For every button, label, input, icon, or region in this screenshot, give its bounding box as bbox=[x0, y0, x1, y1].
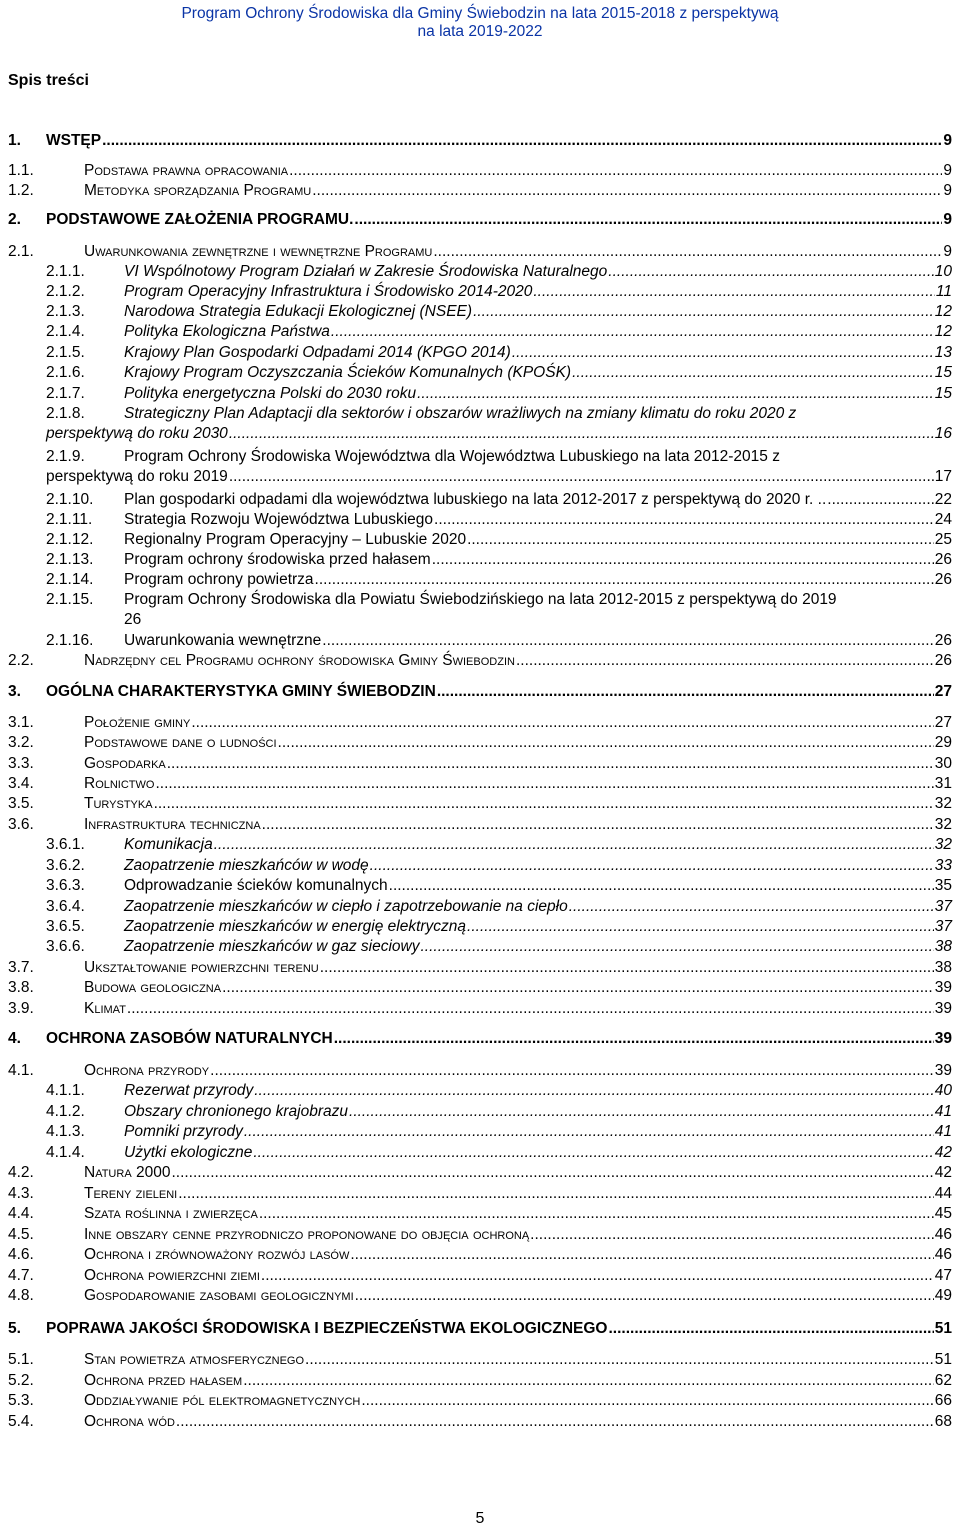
toc-entry-page: 49 bbox=[934, 1287, 952, 1304]
toc-entry-page: 51 bbox=[934, 1320, 952, 1337]
toc-entry-number: 2.1. bbox=[8, 243, 34, 260]
toc-entry-title: Ochrona wód bbox=[84, 1413, 175, 1430]
toc-entry-title: Uwarunkowania zewnętrzne i wewnętrzne Programu bbox=[84, 243, 433, 260]
toc-entry-number: 3.9. bbox=[8, 1000, 34, 1017]
header-line-2: na lata 2019-2022 bbox=[417, 23, 543, 40]
toc-entry-page: 47 bbox=[934, 1267, 952, 1284]
toc-entry-number: 2.1.4. bbox=[46, 323, 85, 340]
toc-entry-title: Gospodarowanie zasobami geologicznymi bbox=[84, 1287, 354, 1304]
toc-entry-number: 4.8. bbox=[8, 1287, 34, 1304]
toc-entry-title: Rezerwat przyrody bbox=[124, 1082, 254, 1099]
toc-entry-number: 5. bbox=[8, 1320, 21, 1337]
toc-entry-number: 3.7. bbox=[8, 959, 34, 976]
toc-entry[interactable] bbox=[46, 262, 952, 282]
toc-dot-leader bbox=[154, 794, 934, 814]
toc-entry-page: 9 bbox=[943, 182, 952, 199]
toc-entry-page: 9 bbox=[943, 211, 952, 228]
toc-entry[interactable] bbox=[46, 1122, 952, 1142]
toc-entry[interactable] bbox=[46, 1081, 952, 1101]
toc-entry-number: 3.6.6. bbox=[46, 938, 85, 955]
toc-entry-title: Klimat bbox=[84, 1000, 126, 1017]
toc-dot-leader bbox=[608, 262, 933, 282]
toc-entry[interactable] bbox=[46, 856, 952, 876]
toc-dot-leader bbox=[305, 1350, 934, 1370]
toc-dot-leader bbox=[361, 1391, 933, 1411]
toc-entry-page: 15 bbox=[934, 364, 952, 381]
toc-dot-leader bbox=[516, 651, 934, 671]
toc-entry-page: 39 bbox=[934, 1030, 952, 1047]
toc-entry-title: Program ochrony powietrza bbox=[124, 571, 314, 588]
toc-entry-title: Krajowy Program Oczyszczania Ścieków Komunalnych (KPOŚK) bbox=[124, 364, 572, 381]
toc-entry[interactable] bbox=[8, 1286, 952, 1306]
toc-entry-number: 4.3. bbox=[8, 1185, 34, 1202]
toc-entry-title: Gospodarka bbox=[84, 755, 166, 772]
toc-entry[interactable] bbox=[8, 131, 952, 151]
toc-entry-title: Polityka energetyczna Polski do 2030 roku bbox=[124, 385, 417, 402]
toc-entry-number: 2.2. bbox=[8, 652, 34, 669]
toc-entry[interactable] bbox=[8, 1184, 952, 1204]
toc-entry-number: 5.4. bbox=[8, 1413, 34, 1430]
toc-entry-title: Krajowy Plan Gospodarki Odpadami 2014 (KPGO 2014) bbox=[124, 344, 511, 361]
toc-entry[interactable] bbox=[8, 733, 952, 753]
toc-entry-title: Inne obszary cenne przyrodniczo proponowane do objęcia ochroną bbox=[84, 1226, 530, 1243]
toc-entry-page: 66 bbox=[934, 1392, 952, 1409]
toc-entry-page: 37 bbox=[934, 898, 952, 915]
toc-entry-title: Zaopatrzenie mieszkańców w ciepło i zapotrzebowanie na ciepło bbox=[124, 898, 568, 915]
toc-dot-leader bbox=[572, 363, 934, 383]
toc-entry-number: 4.1.2. bbox=[46, 1103, 85, 1120]
toc-entry[interactable] bbox=[8, 1204, 952, 1224]
toc-dot-leader bbox=[278, 733, 934, 753]
toc-entry-page: 10 bbox=[934, 263, 952, 280]
toc-dot-leader bbox=[243, 1371, 934, 1391]
toc-entry-number: 5.1. bbox=[8, 1351, 34, 1368]
toc-entry-title: Ochrona przyrody bbox=[84, 1062, 210, 1079]
toc-entry-title: Komunikacja bbox=[124, 836, 213, 853]
toc-entry-page: 68 bbox=[934, 1413, 952, 1430]
toc-entry[interactable] bbox=[46, 631, 952, 651]
toc-entry[interactable] bbox=[8, 774, 952, 794]
toc-entry-page: 13 bbox=[934, 344, 952, 361]
toc-entry-title: Podstawa prawna opracowania bbox=[84, 162, 289, 179]
toc-dot-leader bbox=[433, 242, 942, 262]
toc-entry-number: 1.2. bbox=[8, 182, 34, 199]
toc-entry[interactable] bbox=[46, 937, 952, 957]
toc-entry[interactable] bbox=[46, 530, 952, 550]
toc-entry-title: Program Ochrony Środowiska dla Powiatu Świebodzińskiego na lata 2012-2015 z perspektywą do 2019 bbox=[124, 591, 837, 608]
toc-entry[interactable] bbox=[46, 876, 952, 896]
toc-dot-leader bbox=[229, 424, 934, 444]
header-line-1: Program Ochrony Środowiska dla Gminy Świebodzin na lata 2015-2018 z perspektywą bbox=[181, 5, 779, 22]
toc-entry-page: 12 bbox=[934, 323, 952, 340]
toc-entry-number: 3.6.4. bbox=[46, 898, 85, 915]
toc-entry[interactable] bbox=[46, 835, 952, 855]
toc-entry[interactable] bbox=[8, 1350, 952, 1370]
toc-dot-leader bbox=[244, 1122, 934, 1142]
toc-entry[interactable] bbox=[46, 343, 952, 363]
toc-entry-number: 2.1.3. bbox=[46, 303, 85, 320]
toc-dot-leader bbox=[214, 835, 934, 855]
toc-entry[interactable] bbox=[8, 651, 952, 671]
toc-dot-leader bbox=[350, 1245, 933, 1265]
toc-entry-title: Plan gospodarki odpadami dla województwa lubuskiego na lata 2012-2017 z perspektywą do 2020 r. .. bbox=[124, 491, 827, 508]
toc-dot-leader bbox=[289, 161, 942, 181]
toc-entry[interactable] bbox=[8, 161, 952, 181]
toc-dot-leader bbox=[322, 631, 933, 651]
toc-entry-number: 1. bbox=[8, 132, 21, 149]
toc-entry[interactable] bbox=[46, 897, 952, 917]
toc-entry[interactable] bbox=[8, 1245, 952, 1265]
toc-entry[interactable] bbox=[46, 384, 952, 404]
toc-entry-title: Program ochrony środowiska przed hałasem bbox=[124, 551, 431, 568]
toc-entry-page: 40 bbox=[934, 1082, 952, 1099]
toc-entry[interactable] bbox=[46, 322, 952, 342]
toc-dot-leader bbox=[370, 856, 934, 876]
toc-entry-number: 2.1.1. bbox=[46, 263, 85, 280]
toc-entry[interactable] bbox=[8, 1319, 952, 1339]
toc-entry-page: 24 bbox=[934, 511, 952, 528]
toc-entry-page: 39 bbox=[934, 1062, 952, 1079]
toc-entry[interactable] bbox=[46, 590, 952, 630]
toc-entry[interactable] bbox=[8, 1391, 952, 1411]
toc-entry-number: 4.5. bbox=[8, 1226, 34, 1243]
toc-entry[interactable] bbox=[8, 682, 952, 702]
toc-entry[interactable] bbox=[8, 999, 952, 1019]
toc-entry-number: 2. bbox=[8, 211, 21, 228]
toc-entry[interactable] bbox=[8, 1163, 952, 1183]
toc-entry-title: Szata roślinna i zwierzęca bbox=[84, 1205, 258, 1222]
toc-entry[interactable] bbox=[46, 490, 952, 510]
toc-dot-leader bbox=[608, 1319, 933, 1339]
toc-entry-page: 31 bbox=[934, 775, 952, 792]
toc-entry[interactable] bbox=[8, 978, 952, 998]
toc-entry-title: Ukształtowanie powierzchni terenu bbox=[84, 959, 319, 976]
toc-entry[interactable] bbox=[46, 363, 952, 383]
toc-entry[interactable] bbox=[8, 242, 952, 262]
toc-entry-title: Zaopatrzenie mieszkańców w energię elektryczną bbox=[124, 918, 467, 935]
toc-entry-number: 3.4. bbox=[8, 775, 34, 792]
toc-entry-number: 4.1.3. bbox=[46, 1123, 85, 1140]
toc-entry-page: 12 bbox=[934, 303, 952, 320]
toc-entry-title: Strategiczny Plan Adaptacji dla sektorów i obszarów wrażliwych na zmiany klimatu do roku 2020 z bbox=[124, 405, 797, 422]
toc-dot-leader bbox=[229, 467, 934, 487]
toc-entry-page: 39 bbox=[934, 979, 952, 996]
toc-dot-leader bbox=[467, 917, 934, 937]
toc-entry-page: 27 bbox=[934, 683, 952, 700]
toc-dot-leader bbox=[434, 510, 934, 530]
toc-dot-leader bbox=[254, 1081, 934, 1101]
toc-entry-page: 26 bbox=[934, 571, 952, 588]
toc-entry-number: 3.2. bbox=[8, 734, 34, 751]
toc-entry-title: PODSTAWOWE ZAŁOŻENIA PROGRAMU. bbox=[46, 211, 354, 228]
toc-entry[interactable] bbox=[46, 550, 952, 570]
toc-dot-leader bbox=[473, 302, 934, 322]
toc-entry-page: 29 bbox=[934, 734, 952, 751]
toc-entry-title: Narodowa Strategia Edukacji Ekologicznej (NSEE) bbox=[124, 303, 473, 320]
toc-dot-leader bbox=[312, 181, 942, 201]
toc-entry[interactable] bbox=[8, 713, 952, 733]
toc-dot-leader bbox=[530, 1225, 934, 1245]
toc-entry-title: Natura 2000 bbox=[84, 1164, 171, 1181]
toc-entry-title: Nadrzędny cel Programu ochrony środowiska Gminy Świebodzin bbox=[84, 652, 515, 669]
toc-entry-number: 3.8. bbox=[8, 979, 34, 996]
toc-dot-leader bbox=[467, 530, 934, 550]
toc-entry[interactable] bbox=[46, 1102, 952, 1122]
toc-entry-page: 26 bbox=[934, 632, 952, 649]
toc-dot-leader bbox=[102, 131, 942, 151]
toc-entry[interactable] bbox=[8, 1029, 952, 1049]
toc-entry-number: 4.2. bbox=[8, 1164, 34, 1181]
toc-dot-leader bbox=[320, 958, 934, 978]
toc-entry-number: 1.1. bbox=[8, 162, 34, 179]
toc-entry-page: 32 bbox=[934, 836, 952, 853]
toc-entry-title: OGÓLNA CHARAKTERYSTYKA GMINY ŚWIEBODZIN bbox=[46, 683, 436, 700]
toc-entry-title: Pomniki przyrody bbox=[124, 1123, 243, 1140]
toc-entry-page: 26 bbox=[934, 652, 952, 669]
toc-entry-page: 37 bbox=[934, 918, 952, 935]
toc-entry-number: 4.1. bbox=[8, 1062, 34, 1079]
toc-entry-page: 42 bbox=[934, 1164, 952, 1181]
toc-entry-page: 46 bbox=[934, 1226, 952, 1243]
toc-entry-title: Użytki ekologiczne bbox=[124, 1144, 253, 1161]
toc-entry-title-continued: perspektywą do roku 2030 bbox=[46, 425, 228, 442]
toc-entry-title: Rolnictwo bbox=[84, 775, 155, 792]
document-header bbox=[0, 5, 960, 41]
toc-entry-number: 4.6. bbox=[8, 1246, 34, 1263]
toc-dot-leader bbox=[191, 713, 933, 733]
toc-entry[interactable] bbox=[46, 510, 952, 530]
toc-entry[interactable] bbox=[8, 1266, 952, 1286]
toc-dot-leader bbox=[533, 282, 935, 302]
toc-dot-leader bbox=[253, 1143, 933, 1163]
toc-entry-page: 26 bbox=[934, 551, 952, 568]
toc-entry-page: 25 bbox=[934, 531, 952, 548]
toc-entry-title: Polityka Ekologiczna Państwa bbox=[124, 323, 330, 340]
toc-entry-number: 2.1.6. bbox=[46, 364, 85, 381]
toc-entry-title: Ochrona powierzchni ziemi bbox=[84, 1267, 260, 1284]
toc-entry[interactable] bbox=[46, 404, 952, 444]
toc-entry-title: Regionalny Program Operacyjny – Lubuskie 2020 bbox=[124, 531, 467, 548]
toc-entry-title: WSTĘP bbox=[46, 132, 102, 149]
toc-entry-page: 9 bbox=[943, 243, 952, 260]
toc-entry-number: 3.3. bbox=[8, 755, 34, 772]
toc-entry-title: Program Operacyjny Infrastruktura i Środowisko 2014-2020 bbox=[124, 283, 533, 300]
toc-entry-number: 2.1.2. bbox=[46, 283, 85, 300]
toc-entry[interactable] bbox=[46, 917, 952, 937]
toc-entry-title: Stan powietrza atmosferycznego bbox=[84, 1351, 305, 1368]
toc-entry-number: 3.6.2. bbox=[46, 857, 85, 874]
toc-entry[interactable] bbox=[46, 447, 952, 487]
toc-entry-number: 3.6.3. bbox=[46, 877, 85, 894]
toc-entry-number: 3.6.1. bbox=[46, 836, 85, 853]
toc-entry[interactable] bbox=[8, 754, 952, 774]
toc-dot-leader bbox=[437, 682, 934, 702]
toc-entry-title: Położenie gminy bbox=[84, 714, 191, 731]
toc-dot-leader bbox=[417, 384, 934, 404]
toc-entry-page: 30 bbox=[934, 755, 952, 772]
toc-entry-page: 38 bbox=[934, 959, 952, 976]
toc-entry-number: 3. bbox=[8, 683, 21, 700]
toc-dot-leader bbox=[167, 754, 934, 774]
toc-entry[interactable] bbox=[8, 181, 952, 201]
toc-entry-number: 4.1.4. bbox=[46, 1144, 85, 1161]
toc-entry-number: 3.5. bbox=[8, 795, 34, 812]
toc-dot-leader bbox=[355, 1286, 934, 1306]
toc-dot-leader bbox=[331, 322, 934, 342]
toc-entry-page: 16 bbox=[934, 425, 952, 442]
toc-dot-leader bbox=[210, 1061, 934, 1081]
toc-entry-title: Uwarunkowania wewnętrzne bbox=[124, 632, 322, 649]
toc-entry-page: 38 bbox=[934, 938, 952, 955]
toc-dot-leader bbox=[262, 815, 934, 835]
toc-entry[interactable] bbox=[46, 570, 952, 590]
toc-entry-number: 2.1.5. bbox=[46, 344, 85, 361]
toc-entry-number: 3.6.5. bbox=[46, 918, 85, 935]
toc-dot-leader bbox=[420, 937, 933, 957]
toc-entry-number: 2.1.14. bbox=[46, 571, 94, 588]
toc-entry-number: 3.1. bbox=[8, 714, 34, 731]
toc-entry-page: 44 bbox=[934, 1185, 952, 1202]
toc-dot-leader bbox=[432, 550, 934, 570]
toc-entry[interactable] bbox=[8, 1412, 952, 1432]
toc-entry-page: 39 bbox=[934, 1000, 952, 1017]
toc-entry-number: 4.4. bbox=[8, 1205, 34, 1222]
toc-entry-title: Obszary chronionego krajobrazu bbox=[124, 1103, 349, 1120]
toc-entry[interactable] bbox=[46, 282, 952, 302]
toc-entry-page: 51 bbox=[934, 1351, 952, 1368]
toc-entry-page: 45 bbox=[934, 1205, 952, 1222]
toc-entry[interactable] bbox=[8, 958, 952, 978]
toc-dot-leader bbox=[315, 570, 934, 590]
toc-entry-title: Odprowadzanie ścieków komunalnych bbox=[124, 877, 388, 894]
toc-entry-page: 62 bbox=[934, 1372, 952, 1389]
toc-entry[interactable] bbox=[8, 1371, 952, 1391]
toc-entry[interactable] bbox=[46, 1143, 952, 1163]
toc-entry[interactable] bbox=[8, 794, 952, 814]
toc-dot-leader bbox=[155, 774, 933, 794]
toc-entry-title: VI Wspólnotowy Program Działań w Zakresie Środowiska Naturalnego bbox=[124, 263, 608, 280]
toc-entry-page: 9 bbox=[943, 162, 952, 179]
toc-dot-leader bbox=[334, 1029, 934, 1049]
toc-entry-number: 4.7. bbox=[8, 1267, 34, 1284]
toc-entry-page: 15 bbox=[934, 385, 952, 402]
toc-entry-title: Ochrona i zrównoważony rozwój lasów bbox=[84, 1246, 350, 1263]
toc-entry-number: 2.1.12. bbox=[46, 531, 94, 548]
toc-entry[interactable] bbox=[8, 210, 952, 230]
toc-entry-number: 2.1.9. bbox=[46, 448, 85, 465]
toc-entry-title-continued: 26 bbox=[124, 611, 142, 628]
toc-entry[interactable] bbox=[8, 815, 952, 835]
toc-dot-leader bbox=[261, 1266, 934, 1286]
toc-entry-number: 2.1.13. bbox=[46, 551, 94, 568]
toc-entry[interactable] bbox=[8, 1225, 952, 1245]
toc-dot-leader bbox=[389, 876, 934, 896]
toc-entry-number: 5.3. bbox=[8, 1392, 34, 1409]
toc-entry-title: Zaopatrzenie mieszkańców w wodę bbox=[124, 857, 369, 874]
toc-dot-leader bbox=[512, 343, 934, 363]
toc-entry-page: 42 bbox=[934, 1144, 952, 1161]
toc-entry-number: 4.1.1. bbox=[46, 1082, 85, 1099]
toc-dot-leader bbox=[354, 210, 942, 230]
toc-entry[interactable] bbox=[8, 1061, 952, 1081]
toc-dot-leader bbox=[178, 1184, 934, 1204]
toc-dot-leader bbox=[176, 1412, 934, 1432]
toc-entry-number: 2.1.11. bbox=[46, 511, 93, 528]
toc-entry-page: 9 bbox=[943, 132, 952, 149]
toc-entry-page: 41 bbox=[934, 1103, 952, 1120]
toc-entry-number: 5.2. bbox=[8, 1372, 34, 1389]
toc-entry-title: Budowa geologiczna bbox=[84, 979, 222, 996]
toc-entry-page: 41 bbox=[934, 1123, 952, 1140]
toc-entry[interactable] bbox=[46, 302, 952, 322]
toc-dot-leader bbox=[171, 1163, 933, 1183]
toc-entry-page: 27 bbox=[934, 714, 952, 731]
toc-dot-leader bbox=[259, 1204, 934, 1224]
toc-entry-title: Infrastruktura techniczna bbox=[84, 816, 261, 833]
toc-entry-number: 2.1.16. bbox=[46, 632, 94, 649]
toc-entry-number: 2.1.10. bbox=[46, 491, 94, 508]
toc-entry-page: 35 bbox=[934, 877, 952, 894]
toc-entry-number: 2.1.15. bbox=[46, 591, 94, 608]
toc-title: Spis treści bbox=[8, 72, 89, 89]
toc-entry-title: Program Ochrony Środowiska Województwa dla Województwa Lubuskiego na lata 2012-2015 z bbox=[124, 448, 780, 465]
toc-entry-title: OCHRONA ZASOBÓW NATURALNYCH bbox=[46, 1030, 333, 1047]
toc-entry-title: Zaopatrzenie mieszkańców w gaz sieciowy bbox=[124, 938, 420, 955]
toc-entry-page: 22 bbox=[934, 491, 952, 508]
toc-entry-title: Podstawowe dane o ludności bbox=[84, 734, 277, 751]
toc-dot-leader bbox=[569, 897, 934, 917]
toc-entry-title: Ochrona przed hałasem bbox=[84, 1372, 243, 1389]
toc-entry-number: 2.1.7. bbox=[46, 385, 85, 402]
toc-dot-leader bbox=[827, 490, 933, 510]
toc-entry-page: 32 bbox=[934, 795, 952, 812]
toc-dot-leader bbox=[222, 978, 934, 998]
toc-entry-number: 2.1.8. bbox=[46, 405, 85, 422]
page-number: 5 bbox=[475, 1510, 485, 1527]
toc-entry-title-continued: perspektywą do roku 2019 bbox=[46, 468, 228, 485]
toc-entry-title: Turystyka bbox=[84, 795, 153, 812]
toc-entry-title: Oddziaływanie pól elektromagnetycznych bbox=[84, 1392, 361, 1409]
toc-entry-page: 33 bbox=[934, 857, 952, 874]
toc-entry-title: POPRAWA JAKOŚCI ŚRODOWISKA I BEZPIECZEŃSTWA EKOLOGICZNEGO bbox=[46, 1320, 608, 1337]
toc-entry-page: 32 bbox=[934, 816, 952, 833]
toc-entry-number: 4. bbox=[8, 1030, 21, 1047]
toc-entry-page: 46 bbox=[934, 1246, 952, 1263]
toc-entry-number: 3.6. bbox=[8, 816, 34, 833]
toc-entry-page: 11 bbox=[935, 283, 952, 300]
toc-dot-leader bbox=[349, 1102, 934, 1122]
toc-dot-leader bbox=[127, 999, 934, 1019]
toc-entry-page: 17 bbox=[934, 468, 952, 485]
toc-entry-title: Strategia Rozwoju Województwa Lubuskiego bbox=[124, 511, 434, 528]
toc-entry-title: Tereny zieleni bbox=[84, 1185, 178, 1202]
toc-entry-title: Metodyka sporządzania Programu bbox=[84, 182, 312, 199]
